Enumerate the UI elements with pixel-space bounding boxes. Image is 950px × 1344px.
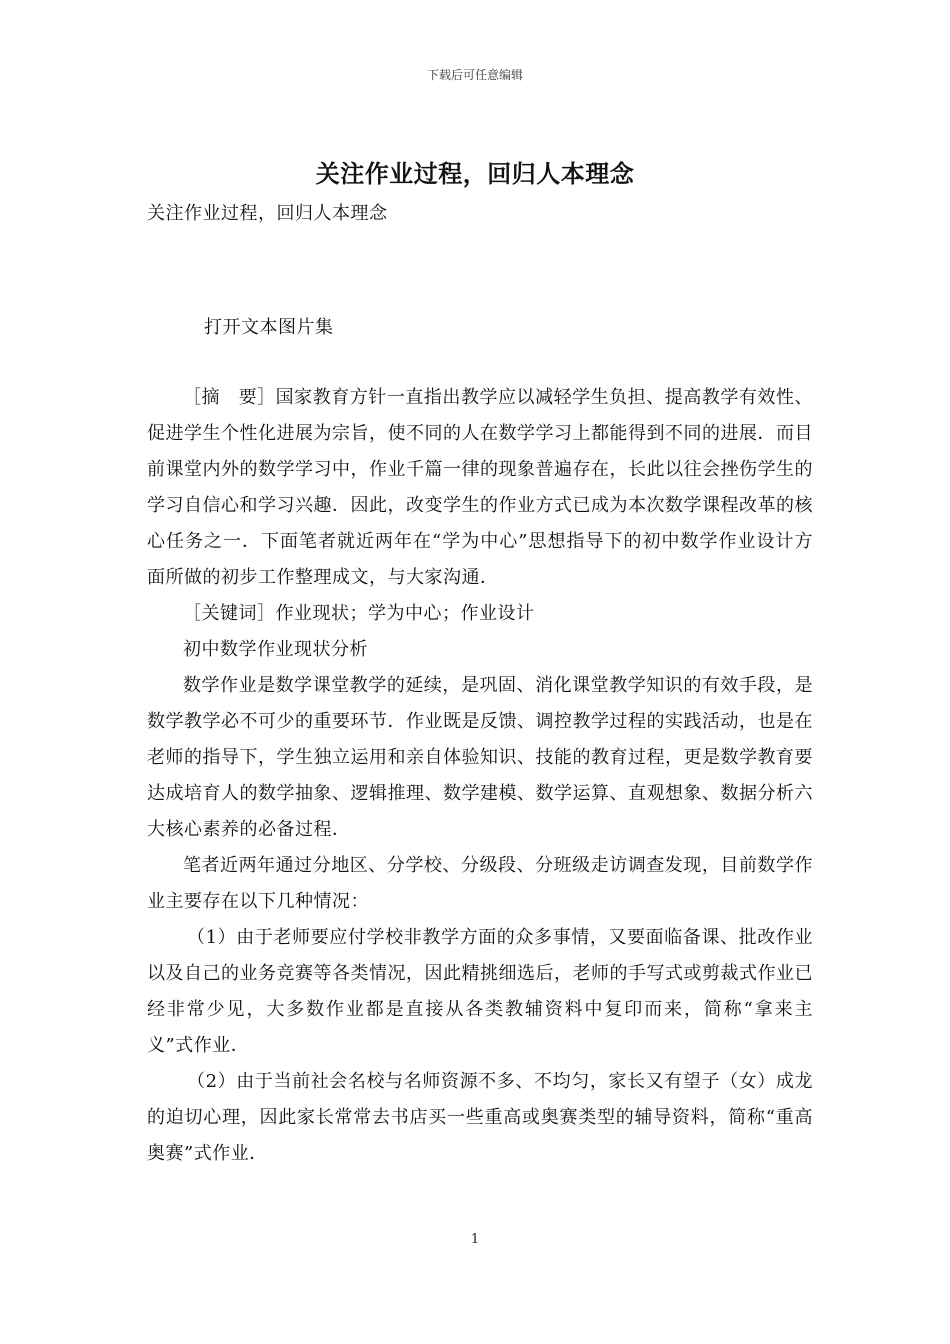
keywords-paragraph: ［关键词］作业现状；学为中心；作业设计	[183, 603, 535, 624]
body-paragraph: 数学作业是数学课堂教学的延续，是巩固、消化课堂教学知识的有效手段，是数学教学必不可少的重要环节．作业既是反馈、调控教学过程的实践活动，也是在老师的指导下，学生独立运用和亲自体验知识、技能的教育过程，更是数学教育要达成培育人的数学抽象、逻辑推理、数学建模、数学运算、直观想象、数据分析六大核心素养的必备过程．	[147, 675, 813, 840]
document-title: 关注作业过程，回归人本理念	[315, 159, 635, 188]
body-paragraph: 笔者近两年通过分地区、分学校、分级段、分班级走访调查发现，目前数学作业主要存在以下几种情况：	[147, 855, 813, 912]
page-number: 1	[470, 1232, 480, 1247]
list-item-paragraph: （2）由于当前社会名校与名师资源不多、不均匀，家长又有望子（女）成龙的迫切心理，因此家长常常去书店买一些重高或奥赛类型的辅导资料，简称“重高奥赛”式作业．	[147, 1071, 813, 1164]
list-item-paragraph: （1）由于老师要应付学校非教学方面的众多事情，又要面临备课、批改作业以及自己的业务竞赛等各类情况，因此精挑细选后，老师的手写式或剪裁式作业已经非常少见，大多数作业都是直接从各类教辅资料中复印而来，简称“拿来主义”式作业．	[147, 927, 813, 1056]
header-note: 下载后可任意编辑	[426, 68, 523, 82]
open-image-gallery-link[interactable]: 打开文本图片集	[204, 317, 334, 338]
document-body	[147, 380, 813, 1172]
abstract-paragraph: ［摘 要］国家教育方针一直指出教学应以减轻学生负担、提高教学有效性、促进学生个性化进展为宗旨，使不同的人在数学学习上都能得到不同的进展．而目前课堂内外的数学学习中，作业千篇一律的现象普遍存在，长此以往会挫伤学生的学习自信心和学习兴趣．因此，改变学生的作业方式已成为本次数学课程改革的核心任务之一．下面笔者就近两年在“学为中心”思想指导下的初中数学作业设计方面所做的初步工作整理成文，与大家沟通．	[147, 387, 813, 588]
document-subtitle: 关注作业过程，回归人本理念	[147, 203, 388, 224]
section-heading: 初中数学作业现状分析	[183, 639, 368, 660]
